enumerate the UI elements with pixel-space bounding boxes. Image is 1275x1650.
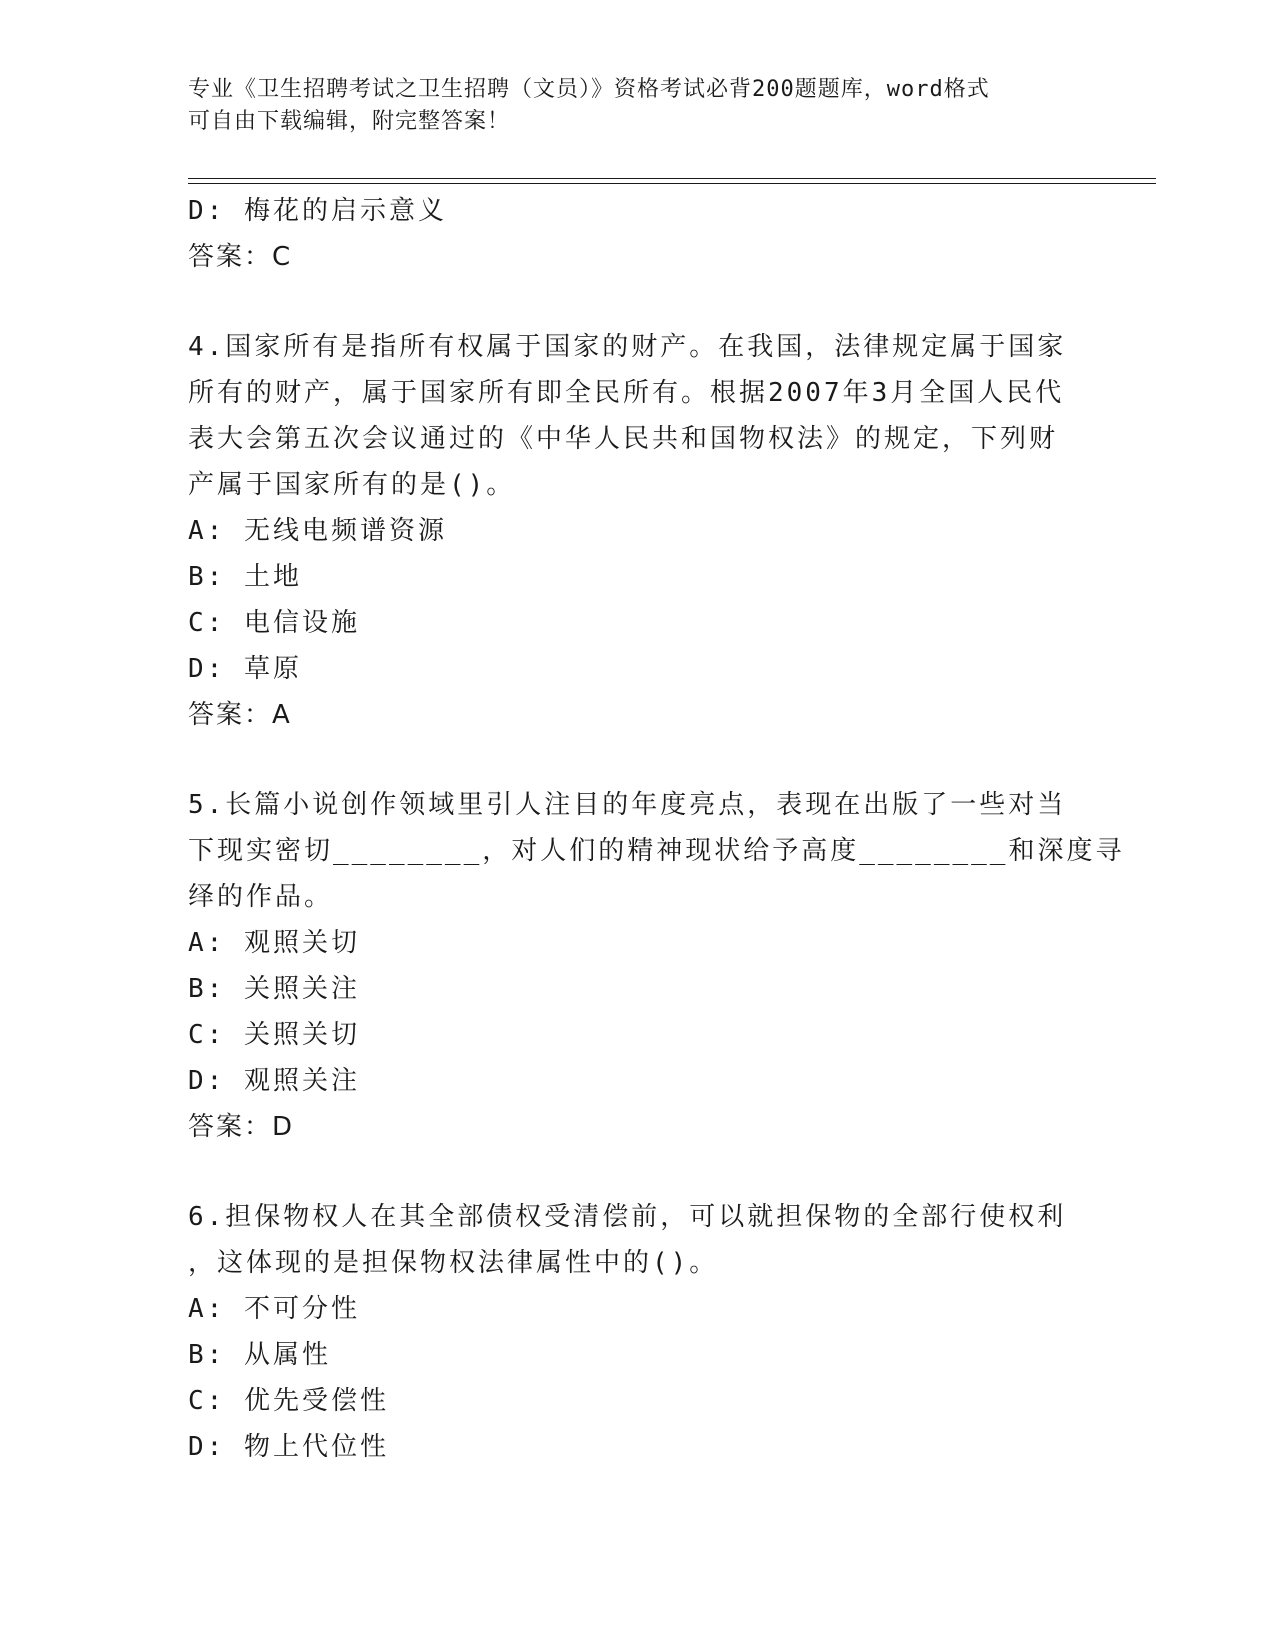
question-line: ，这体现的是担保物权法律属性中的()。 [188,1248,719,1278]
question-text [188,782,1125,920]
option-a: A: 观照关切 [188,928,360,958]
option-d: D: 梅花的启示意义 [188,196,447,226]
header-line-2: 可自由下载编辑，附完整答案！ [188,109,511,134]
question-line: 表大会第五次会议通过的《中华人民共和国物权法》的规定，下列财 [188,424,1059,454]
question-line: 5.长篇小说创作领域里引人注目的年度亮点，表现在出版了一些对当 [188,790,1067,820]
question-line: 所有的财产，属于国家所有即全民所有。根据2007年3月全国人民代 [188,378,1065,408]
option-b: B: 土地 [188,562,302,592]
answer: 答案：C [188,242,293,272]
option-d: D: 草原 [188,654,302,684]
option-c: C: 关照关切 [188,1020,360,1050]
question-6 [188,1194,1088,1470]
option-c: C: 电信设施 [188,608,360,638]
question-line: 4.国家所有是指所有权属于国家的财产。在我国，法律规定属于国家 [188,332,1067,362]
option-a: A: 无线电频谱资源 [188,516,447,546]
answer: 答案：A [188,700,292,730]
option-d: D: 观照关注 [188,1066,360,1096]
question-text [188,1194,1088,1286]
option-d: D: 物上代位性 [188,1432,389,1462]
option-b: B: 关照关注 [188,974,360,1004]
header-divider [188,178,1156,184]
answer: 答案：D [188,1112,295,1142]
question-line: 6.担保物权人在其全部债权受清偿前，可以就担保物的全部行使权利 [188,1202,1067,1232]
question-line: 绎的作品。 [188,882,334,912]
question-line: 产属于国家所有的是()。 [188,470,516,500]
page-header [188,74,1068,138]
header-line-1: 专业《卫生招聘考试之卫生招聘（文员）》资格考试必背200题题库，word格式 [188,77,990,102]
option-c: C: 优先受偿性 [188,1386,389,1416]
question-line: 下现实密切________，对人们的精神现状给予高度________和深度寻 [188,836,1125,866]
question-5 [188,782,1125,1150]
question-3 [188,188,1088,280]
question-text [188,324,1088,508]
question-4 [188,324,1088,738]
option-a: A: 不可分性 [188,1294,360,1324]
question-list [188,188,1125,1470]
option-b: B: 从属性 [188,1340,331,1370]
